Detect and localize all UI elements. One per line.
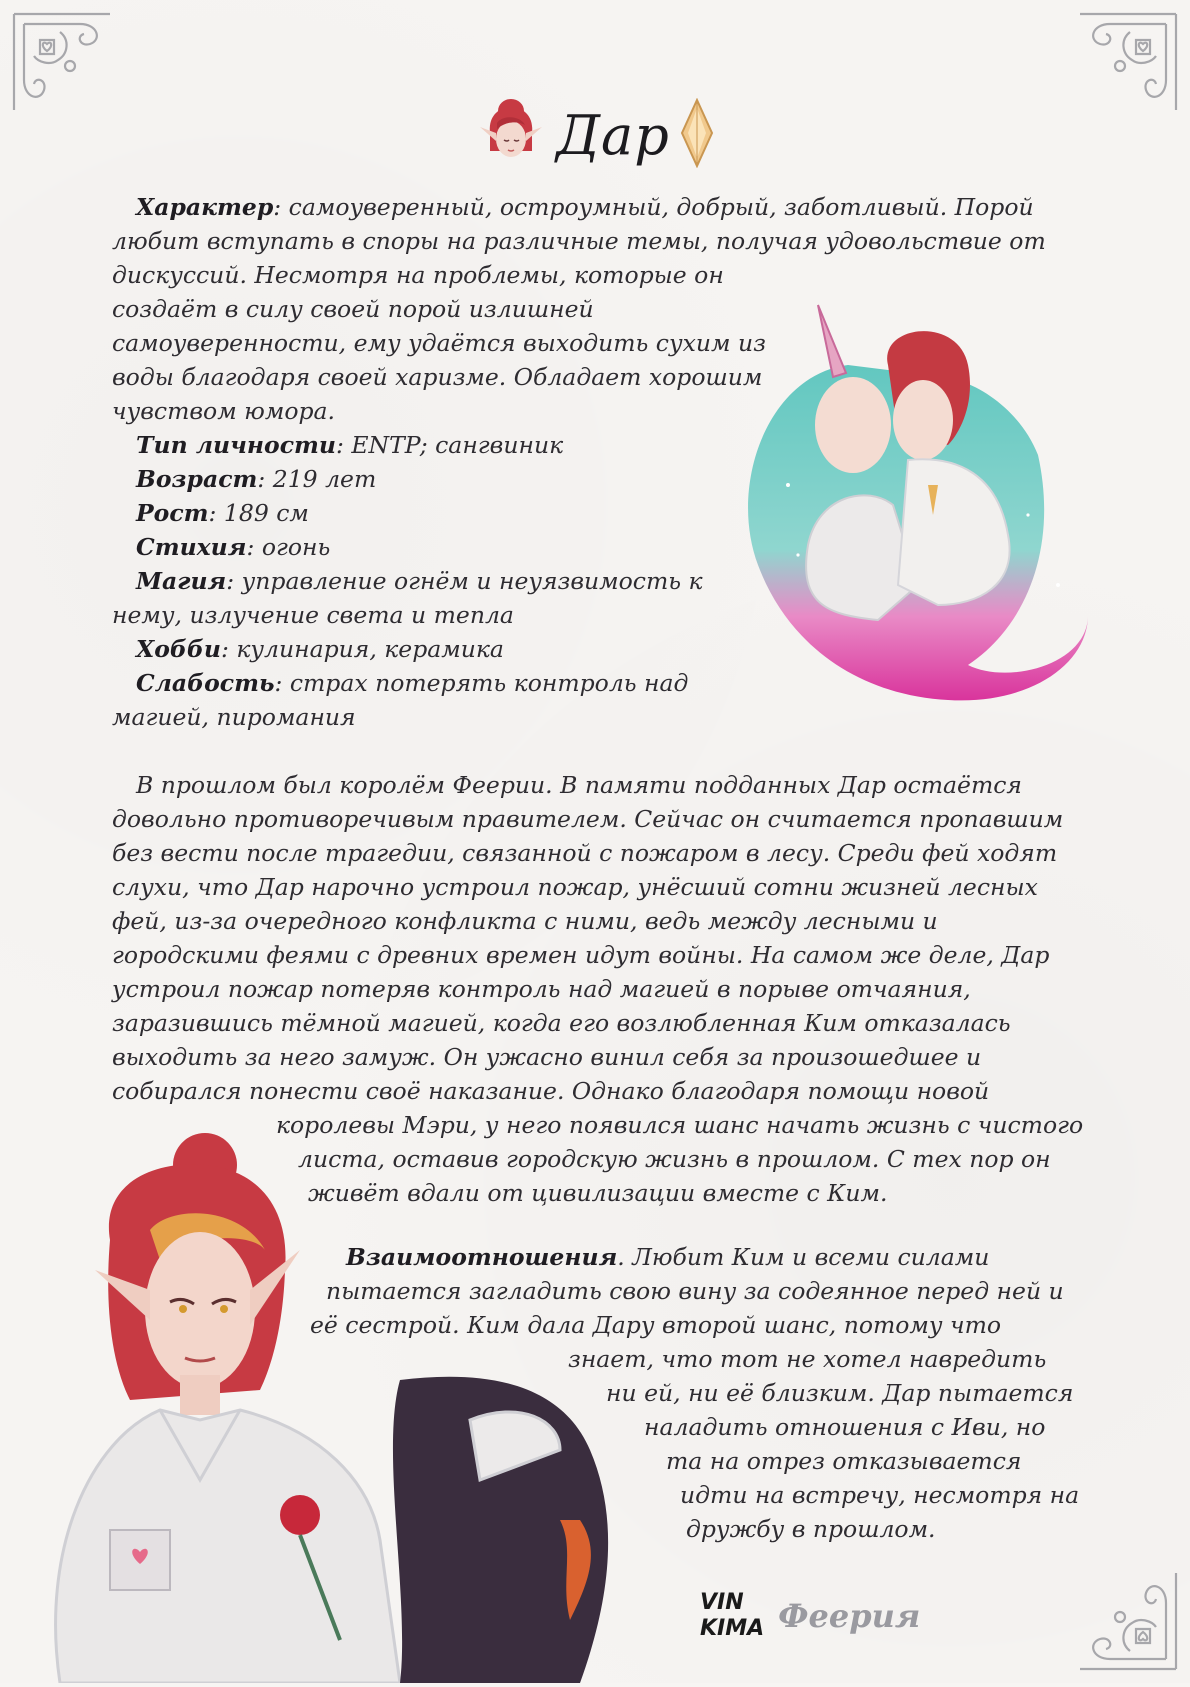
age-value: : 219 лет [257,465,377,493]
character-text-7: чувством юмора. [112,397,335,425]
character-text-6: воды благодаря своей харизме. Обладает хорошим [112,363,763,391]
magic-text-1: : управление огнём и неуязвимость к [226,567,703,595]
weakness-text-2: магией, пиромания [112,703,356,731]
history-text-5: фей, из-за очередного конфликта с ними, ведь между лесными и [112,907,938,935]
history-text-11: королевы Мэри, у него появился шанс начать жизнь с чистого [276,1111,1084,1139]
character-text-4: создаёт в силу своей порой излишней [112,295,594,323]
relations-text-6: наладить отношения с Иви, но [644,1413,1046,1441]
element-label: Стихия [136,533,247,561]
project-name: Феерия [778,1597,921,1635]
relations-label: Взаимоотношения [346,1243,618,1271]
personality-label: Тип личности [136,431,336,459]
character-label: Характер [136,193,274,221]
relations-text-7: та на отрез отказывается [666,1447,1022,1475]
relations-text-1: . Любит Ким и всеми силами [617,1243,990,1271]
relations-text-3: её сестрой. Ким дала Дару второй шанс, потому что [310,1311,1002,1339]
element-value: : огонь [246,533,331,561]
relations-text-8: идти на встречу, несмотря на [680,1481,1080,1509]
history-text-9: выходить за него замуж. Он ужасно винил себя за произошедшее и [112,1043,982,1071]
character-text-3: дискуссий. Несмотря на проблемы, которые он [112,261,724,289]
relations-text-9: дружбу в прошлом. [686,1515,936,1543]
history-text-8: заразившись тёмной магией, когда его возлюбленная Ким отказалась [112,1009,1011,1037]
history-text-7: устроил пожар потеряв контроль над магией в порыве отчаяния, [112,975,971,1003]
history-text-4: слухи, что Дар нарочно устроил пожар, унёсший сотни жизней лесных [112,873,1038,901]
weakness-text-1: : страх потерять контроль над [274,669,689,697]
history-text-12: листа, оставив городскую жизнь в прошлом. С тех пор он [298,1145,1051,1173]
ornament-corner-bottom-right-icon [1070,1563,1180,1673]
elf-face-icon [476,93,546,177]
relations-block [112,1240,1079,1546]
history-text-13: живёт вдали от цивилизации вместе с Ким. [308,1179,888,1207]
magic-label: Магия [136,567,227,595]
history-text-6: городскими феями с древних времен идут войны. На самом же деле, Дар [112,941,1050,969]
height-value: : 189 см [208,499,309,527]
character-text-2: любит вступать в споры на различные темы, получая удовольствие от [112,227,1046,255]
history-text-10: собирался понести своё наказание. Однако благодаря помощи новой [112,1077,990,1105]
page-title: Дар [556,103,670,167]
artist-logo-top: VIN [700,1590,744,1615]
history-text-1: В прошлом был королём Феерии. В памяти подданных Дар остаётся [136,771,1022,799]
couple-illustration [728,285,1108,715]
crystal-icon [680,98,714,172]
hobby-label: Хобби [136,635,221,663]
age-label: Возраст [136,465,258,493]
relations-text-5: ни ей, ни её близким. Дар пытается [606,1379,1074,1407]
signature [700,1590,920,1642]
relations-text-2: пытается загладить свою вину за содеянное перед ней и [326,1277,1064,1305]
artist-logo-bottom: KIMA [700,1616,765,1641]
hobby-value: : кулинария, керамика [220,635,504,663]
title-row [0,90,1190,180]
character-text-1: : самоуверенный, остроумный, добрый, заботливый. Порой [273,193,1034,221]
history-text-3: без вести после трагедии, связанной с пожаром в лесу. Среди фей ходят [112,839,1058,867]
character-text-5: самоуверенности, ему удаётся выходить сухим из [112,329,766,357]
relations-text-4: знает, что тот не хотел навредить [568,1345,1047,1373]
magic-text-2: нему, излучение света и тепла [112,601,514,629]
personality-value: : ENTP; сангвиник [336,431,564,459]
history-text-2: довольно противоречивым правителем. Сейчас он считается пропавшим [112,805,1064,833]
weakness-label: Слабость [136,669,275,697]
height-label: Рост [136,499,209,527]
artist-logo [700,1590,764,1642]
